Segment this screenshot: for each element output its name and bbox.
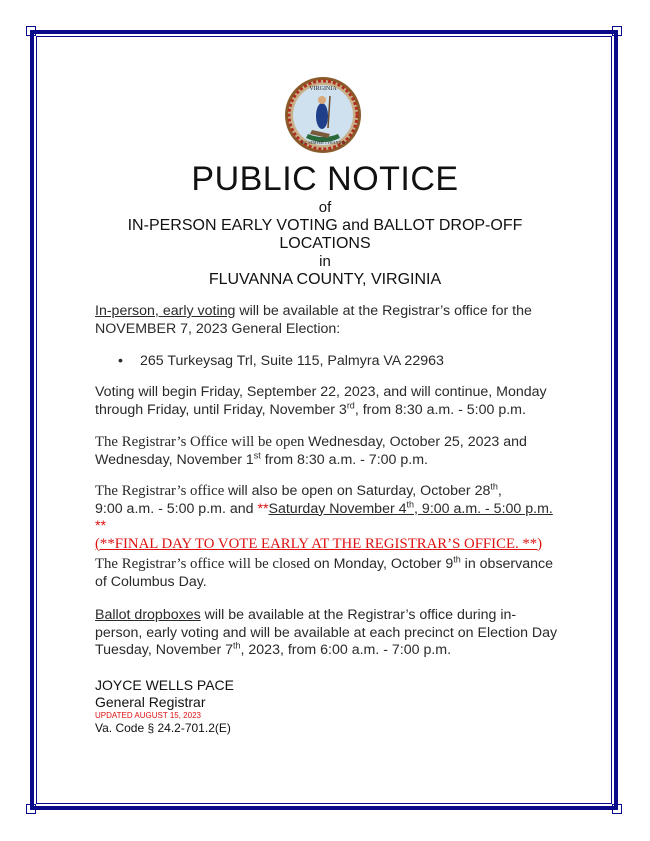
subtitle-line: IN-PERSON EARLY VOTING and BALLOT DROP-OFF bbox=[127, 217, 523, 234]
dropbox-paragraph: Ballot dropboxes will be available at the Registrar’s office during in- person, early voting and will be available at each precinct on Election Day Tuesday, November 7th, 2023, from 6:00 a.m. - 7:00 p.m. bbox=[95, 607, 558, 658]
va-code: Va. Code § 24.2-701.2(E) bbox=[95, 721, 231, 735]
early-voting-paragraph: In-person, early voting will be available at the Registrar’s office for the NOVEMBER 7, 2023 General Election: bbox=[95, 303, 532, 337]
closure-paragraph: The Registrar’s office will be closed on Monday, October 9th in observance of Columbus Day. bbox=[95, 554, 554, 590]
county-title: FLUVANNA COUNTY, VIRGINIA bbox=[208, 271, 442, 288]
title-in: in bbox=[319, 253, 331, 270]
bullet-icon: • bbox=[118, 353, 123, 369]
final-saturday: Saturday November 4th, 9:00 a.m. - 5:00 p.m. bbox=[268, 498, 553, 517]
early-voting-lead: In-person, early voting bbox=[95, 303, 236, 319]
address-bullet bbox=[118, 353, 588, 371]
saturday-hours-paragraph: The Registrar’s office will also be open on Saturday, October 28th, 9:00 a.m. - 5:00 p.m. and **Saturday November 4th, 9:00 a.m. - 5:00 p.m. ** (**FINAL DAY TO VOTE EARLY AT THE REGISTRAR’S OFFICE. **) bbox=[95, 481, 553, 552]
border-corner bbox=[26, 804, 36, 814]
final-day-warning: (**FINAL DAY TO VOTE EARLY AT THE REGISTRAR’S OFFICE. **) bbox=[95, 535, 543, 552]
seal-top-text: VIRGINIA bbox=[309, 86, 337, 92]
registrar-role: General Registrar bbox=[95, 694, 206, 710]
page-title: PUBLIC NOTICE bbox=[191, 160, 459, 198]
voting-dates-paragraph: Voting will begin Friday, September 22, 2023, and will continue, Monday through Friday, until Friday, November 3rd, from 8:30 a.m. - 5:00 p.m. bbox=[95, 384, 547, 418]
address: 265 Turkeysag Trl, Suite 115, Palmyra VA 22963 bbox=[140, 353, 444, 369]
extended-hours-paragraph: The Registrar’s Office will be open Wednesday, October 25, 2023 and Wednesday, November 1st from 8:30 a.m. - 7:00 p.m. bbox=[95, 434, 527, 468]
title-of: of bbox=[318, 199, 332, 216]
updated-date: UPDATED AUGUST 15, 2023 bbox=[95, 711, 201, 720]
seal-motto: SIC SEMPER TYRANNIS bbox=[301, 140, 345, 145]
border-corner bbox=[26, 26, 36, 36]
virginia-seal-icon bbox=[284, 76, 362, 154]
border-corner bbox=[612, 804, 622, 814]
registrar-name: JOYCE WELLS PACE bbox=[95, 677, 235, 693]
subtitle bbox=[0, 217, 650, 253]
dropbox-lead: Ballot dropboxes bbox=[95, 607, 201, 623]
border-corner bbox=[612, 26, 622, 36]
subtitle-line: LOCATIONS bbox=[279, 235, 371, 252]
